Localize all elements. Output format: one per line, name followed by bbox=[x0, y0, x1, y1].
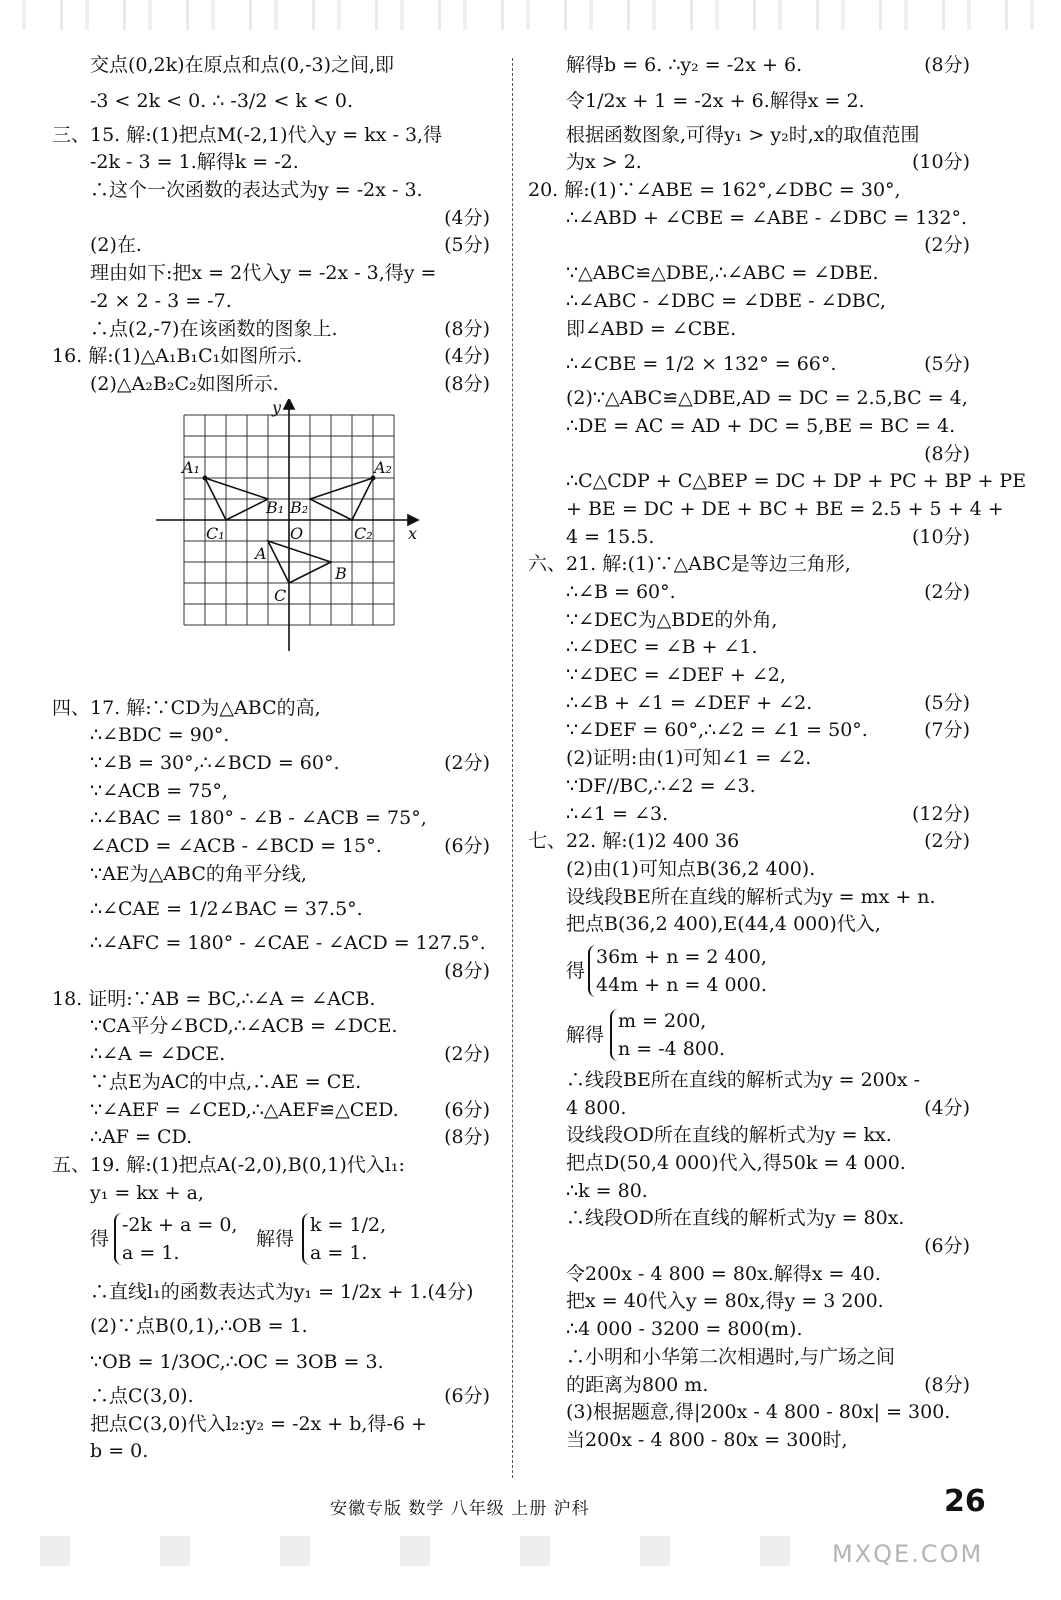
score-label: (5分) bbox=[444, 234, 490, 257]
text-line bbox=[52, 232, 498, 260]
label-b1: B₁ bbox=[266, 497, 285, 517]
label-a1: A₁ bbox=[182, 457, 200, 477]
text-line bbox=[52, 1383, 498, 1411]
line-text: 4 = 15.5. bbox=[566, 525, 655, 548]
line-text: b = 0. bbox=[90, 1440, 149, 1463]
text-line bbox=[52, 1013, 498, 1041]
line-text: ∠ACD = ∠ACB - ∠BCD = 15°. bbox=[90, 835, 382, 857]
line-text: + BE = DC + DE + BC + BE = 2.5 + 5 + 4 + bbox=[566, 497, 1004, 520]
label-c2: C₂ bbox=[354, 523, 373, 543]
line-text: ∴线段OD所在直线的解析式为y = 80x. bbox=[566, 1207, 905, 1230]
line-text: ∴点(2,-7)在该函数的图象上. bbox=[90, 317, 338, 340]
text-line bbox=[528, 1316, 978, 1344]
line-text: 令1/2x + 1 = -2x + 6.解得x = 2. bbox=[566, 89, 865, 112]
text-line bbox=[52, 1341, 498, 1383]
score-label: (8分) bbox=[924, 442, 970, 465]
text-line bbox=[52, 1411, 498, 1439]
score-label: (6分) bbox=[444, 1098, 490, 1121]
text-line bbox=[528, 773, 978, 801]
score-label: (4分) bbox=[444, 345, 490, 368]
score-label: (5分) bbox=[924, 353, 970, 376]
equation-system-19: 得 -2k + a = 0, a = 1. 解得 k = 1/2, a = 1. bbox=[90, 1214, 387, 1265]
text-line bbox=[52, 1438, 498, 1466]
text-line bbox=[528, 828, 978, 856]
line-text: 为x > 2. bbox=[566, 151, 642, 174]
text-line bbox=[528, 551, 978, 579]
text-line bbox=[52, 986, 498, 1014]
line-text: ∴小明和小华第二次相遇时,与广场之间 bbox=[566, 1345, 896, 1368]
line-text: ∵CA平分∠BCD,∴∠ACB = ∠DCE. bbox=[90, 1015, 398, 1038]
text-line bbox=[528, 496, 1004, 524]
equation-system-22b: 解得 m = 200, n = -4 800. bbox=[566, 1009, 726, 1060]
text-line bbox=[528, 205, 978, 233]
line-text: ∴∠CAE = 1/2∠BAC = 37.5°. bbox=[90, 898, 363, 921]
text-line bbox=[528, 468, 1027, 496]
text-line bbox=[528, 149, 978, 177]
text-line bbox=[528, 717, 978, 745]
line-text: 解得b = 6. ∴y₂ = -2x + 6. bbox=[566, 54, 803, 76]
text-line bbox=[528, 662, 978, 690]
line-text: ∵点E为AC的中点,∴AE = CE. bbox=[90, 1070, 362, 1093]
text-line bbox=[52, 52, 498, 80]
text-line bbox=[528, 122, 978, 150]
line-text: ∵∠DEF = 60°,∴∠2 = ∠1 = 50°. bbox=[566, 719, 868, 742]
text-line bbox=[528, 413, 978, 441]
top-decoration bbox=[0, 0, 1061, 30]
text-line bbox=[52, 1271, 498, 1313]
text-line bbox=[528, 607, 978, 635]
line-text: -3 < 2k < 0. ∴ -3/2 < k < 0. bbox=[90, 89, 354, 112]
score-label: (4分) bbox=[924, 1096, 970, 1119]
line-text: 把点B(36,2 400),E(44,4 000)代入, bbox=[566, 913, 881, 936]
page-number: 26 bbox=[944, 1484, 986, 1519]
line-text: ∵∠DEC为△BDE的外角, bbox=[566, 608, 778, 631]
line-text: ∴k = 80. bbox=[566, 1179, 648, 1202]
line-text: (3)根据题意,得|200x - 4 800 - 80x| = 300. bbox=[566, 1401, 951, 1424]
page-footer bbox=[0, 1484, 1061, 1528]
text-line bbox=[528, 343, 978, 385]
line-text: ∵∠DEC = ∠DEF + ∠2, bbox=[566, 664, 786, 687]
line-text: 七、22. 解:(1)2 400 36 bbox=[528, 830, 740, 853]
line-text: ∴线段BE所在直线的解析式为y = 200x - bbox=[566, 1068, 921, 1091]
text-line bbox=[52, 177, 498, 205]
text-line bbox=[52, 958, 498, 986]
text-line bbox=[52, 316, 498, 344]
line-text: ∴∠BDC = 90°. bbox=[90, 724, 230, 747]
line-text: ∴这个一次函数的表达式为y = -2x - 3. bbox=[90, 179, 423, 202]
text-line bbox=[528, 316, 978, 344]
text-line bbox=[528, 80, 978, 122]
label-a2: A₂ bbox=[374, 457, 392, 477]
line-text: ∵DF//BC,∴∠2 = ∠3. bbox=[566, 774, 756, 797]
line-text: ∴∠B + ∠1 = ∠DEF + ∠2. bbox=[566, 691, 813, 714]
text-line bbox=[52, 1041, 498, 1069]
text-line bbox=[528, 385, 978, 413]
line-text: ∴∠ABC - ∠DBC = ∠DBE - ∠DBC, bbox=[566, 289, 886, 312]
text-line bbox=[52, 1097, 498, 1125]
text-line bbox=[528, 911, 978, 939]
score-label: (2分) bbox=[924, 234, 970, 257]
text-line bbox=[52, 778, 498, 806]
text-line bbox=[528, 1399, 978, 1427]
text-line bbox=[52, 288, 498, 316]
text-line bbox=[52, 1069, 498, 1097]
line-text: 把点D(50,4 000)代入,得50k = 4 000. bbox=[566, 1152, 906, 1174]
label-x-axis: x bbox=[408, 523, 418, 543]
label-b: B bbox=[335, 563, 347, 583]
line-text: ∴DE = AC = AD + DC = 5,BE = BC = 4. bbox=[566, 414, 956, 437]
line-text: ∴∠DEC = ∠B + ∠1. bbox=[566, 636, 758, 659]
line-text: ∴∠CBE = 1/2 × 132° = 66°. bbox=[566, 353, 837, 376]
text-line bbox=[528, 441, 978, 469]
text-line bbox=[528, 1205, 978, 1233]
text-line bbox=[52, 695, 498, 723]
text-line bbox=[528, 1233, 978, 1261]
text-line bbox=[528, 260, 978, 288]
score-label: (8分) bbox=[444, 960, 490, 983]
text-line bbox=[528, 288, 978, 316]
line-text: ∴C△CDP + C△BEP = DC + DP + PC + BP + PE bbox=[566, 470, 1027, 493]
text-line bbox=[52, 833, 498, 861]
text-line bbox=[52, 205, 498, 233]
text-line bbox=[528, 1372, 978, 1400]
score-label: (2分) bbox=[924, 581, 970, 603]
score-label: (12分) bbox=[911, 802, 970, 825]
line-text: ∵∠B = 30°,∴∠BCD = 60°. bbox=[90, 751, 340, 774]
coordinate-grid-figure bbox=[52, 399, 498, 695]
text-line bbox=[52, 343, 498, 371]
score-label: (6分) bbox=[444, 1384, 490, 1407]
bottom-decoration bbox=[0, 1536, 800, 1566]
score-label: (6分) bbox=[924, 1235, 970, 1258]
text-line bbox=[528, 1067, 978, 1095]
text-line bbox=[528, 1261, 978, 1289]
line-text: 把点C(3,0)代入l₂:y₂ = -2x + b,得-6 + bbox=[90, 1412, 427, 1435]
text-line bbox=[52, 122, 498, 150]
line-text: 交点(0,2k)在原点和点(0,-3)之间,即 bbox=[90, 54, 395, 76]
score-label: (8分) bbox=[924, 54, 970, 76]
score-label: (6分) bbox=[444, 835, 490, 857]
line-text: 当200x - 4 800 - 80x = 300时, bbox=[566, 1428, 848, 1451]
line-text: 16. 解:(1)△A₁B₁C₁如图所示. bbox=[52, 345, 303, 368]
text-line bbox=[52, 260, 498, 288]
line-text: (2)证明:由(1)可知∠1 = ∠2. bbox=[566, 747, 812, 770]
line-text: ∴∠B = 60°. bbox=[566, 581, 676, 603]
line-text: ∵AE为△ABC的角平分线, bbox=[90, 862, 307, 885]
text-line bbox=[52, 1313, 498, 1341]
text-line bbox=[528, 856, 978, 884]
text-line bbox=[52, 1152, 498, 1180]
line-text: 即∠ABD = ∠CBE. bbox=[566, 317, 737, 340]
label-c1: C₁ bbox=[206, 523, 225, 543]
text-line bbox=[52, 805, 498, 833]
text-line bbox=[52, 80, 498, 122]
line-text: 理由如下:把x = 2代入y = -2x - 3,得y = bbox=[90, 262, 437, 285]
line-text: 六、21. 解:(1)∵△ABC是等边三角形, bbox=[528, 553, 851, 576]
line-text: 4 800. bbox=[566, 1096, 627, 1119]
text-line bbox=[528, 1344, 978, 1372]
line-text: ∴∠1 = ∠3. bbox=[566, 802, 669, 825]
left-column bbox=[52, 52, 498, 1466]
line-text: ∴∠A = ∠DCE. bbox=[90, 1043, 226, 1066]
score-label: (8分) bbox=[444, 317, 490, 340]
text-line bbox=[52, 149, 498, 177]
line-text: -2 × 2 - 3 = -7. bbox=[90, 289, 232, 312]
label-b2: B₂ bbox=[290, 497, 309, 517]
label-y-axis: y bbox=[272, 398, 282, 417]
line-text: ∴AF = CD. bbox=[90, 1126, 193, 1149]
line-text: ∴∠ABD + ∠CBE = ∠ABE - ∠DBC = 132°. bbox=[566, 206, 967, 229]
text-line bbox=[52, 930, 498, 958]
line-text: 18. 证明:∵AB = BC,∴∠A = ∠ACB. bbox=[52, 987, 376, 1010]
text-line bbox=[528, 524, 978, 552]
text-line bbox=[528, 1095, 978, 1123]
footer-text: 安徽专版 数学 八年级 上册 沪科 bbox=[330, 1499, 590, 1519]
score-label: (2分) bbox=[924, 830, 970, 853]
label-a: A bbox=[255, 543, 267, 563]
line-text: 五、19. 解:(1)把点A(-2,0),B(0,1)代入l₁: bbox=[52, 1153, 405, 1176]
equation-system-22a: 得 36m + n = 2 400, 44m + n = 4 000. bbox=[566, 945, 767, 996]
text-line bbox=[528, 579, 978, 607]
line-text: ∴∠AFC = 180° - ∠CAE - ∠ACD = 127.5°. bbox=[90, 932, 486, 955]
score-label: (4分) bbox=[444, 206, 490, 229]
text-line bbox=[52, 1180, 498, 1208]
text-line bbox=[52, 371, 498, 399]
text-line bbox=[528, 1150, 978, 1178]
line-text: ∵∠ACB = 75°, bbox=[90, 779, 228, 802]
column-divider bbox=[512, 58, 513, 1478]
text-line bbox=[528, 1288, 978, 1316]
line-text: (2)△A₂B₂C₂如图所示. bbox=[90, 372, 279, 395]
line-text: 设线段BE所在直线的解析式为y = mx + n. bbox=[566, 885, 936, 908]
score-label: (8分) bbox=[444, 372, 490, 395]
text-line bbox=[528, 1178, 978, 1206]
text-line bbox=[528, 801, 978, 829]
text-line bbox=[52, 1124, 498, 1152]
score-label: (7分) bbox=[924, 719, 970, 742]
right-column bbox=[528, 52, 1027, 1455]
line-text: ∵OB = 1/3OC,∴OC = 3OB = 3. bbox=[90, 1350, 384, 1373]
line-text: 把x = 40代入y = 80x,得y = 3 200. bbox=[566, 1290, 884, 1313]
text-line bbox=[528, 177, 978, 205]
text-line bbox=[52, 888, 498, 930]
text-line bbox=[528, 690, 978, 718]
line-text: ∴直线l₁的函数表达式为y₁ = 1/2x + 1.(4分) bbox=[90, 1281, 474, 1304]
score-label: (8分) bbox=[924, 1373, 970, 1396]
line-text: 20. 解:(1)∵∠ABE = 162°,∠DBC = 30°, bbox=[528, 179, 901, 202]
text-line bbox=[52, 750, 498, 778]
score-label: (10分) bbox=[911, 525, 970, 548]
line-text: (2)∵点B(0,1),∴OB = 1. bbox=[90, 1315, 308, 1338]
text-line bbox=[528, 1122, 978, 1150]
line-text: ∴点C(3,0). bbox=[90, 1384, 194, 1407]
score-label: (8分) bbox=[444, 1126, 490, 1149]
line-text: 四、17. 解:∵CD为△ABC的高, bbox=[52, 696, 321, 719]
text-line bbox=[528, 884, 978, 912]
line-text: ∵△ABC≌△DBE,∴∠ABC = ∠DBE. bbox=[566, 262, 879, 285]
text-line bbox=[528, 745, 978, 773]
line-text: 设线段OD所在直线的解析式为y = kx. bbox=[566, 1124, 892, 1147]
text-line bbox=[528, 1427, 978, 1455]
line-text: -2k - 3 = 1.解得k = -2. bbox=[90, 151, 299, 174]
line-text: 令200x - 4 800 = 80x.解得x = 40. bbox=[566, 1262, 881, 1285]
line-text: (2)由(1)可知点B(36,2 400). bbox=[566, 857, 816, 880]
line-text: ∴4 000 - 3200 = 800(m). bbox=[566, 1318, 803, 1341]
text-line bbox=[52, 861, 498, 889]
line-text: 根据函数图象,可得y₁ > y₂时,x的取值范围 bbox=[566, 123, 920, 146]
line-text: ∴∠BAC = 180° - ∠B - ∠ACB = 75°, bbox=[90, 807, 427, 830]
score-label: (10分) bbox=[911, 151, 970, 174]
line-text: 三、15. 解:(1)把点M(-2,1)代入y = kx - 3,得 bbox=[52, 123, 443, 146]
text-line bbox=[52, 722, 498, 750]
text-line bbox=[528, 52, 978, 80]
watermark: MXQE.COM bbox=[832, 1540, 984, 1568]
text-line bbox=[528, 634, 978, 662]
line-text: (2)在. bbox=[90, 234, 142, 257]
line-text: ∵∠AEF = ∠CED,∴△AEF≌△CED. bbox=[90, 1098, 399, 1121]
score-label: (2分) bbox=[444, 1043, 490, 1066]
score-label: (5分) bbox=[924, 691, 970, 714]
score-label: (2分) bbox=[444, 751, 490, 774]
text-line bbox=[528, 232, 978, 260]
label-origin: O bbox=[290, 523, 304, 543]
label-c: C bbox=[274, 585, 287, 605]
line-text: (2)∵△ABC≌△DBE,AD = DC = 2.5,BC = 4, bbox=[566, 387, 968, 410]
line-text: y₁ = kx + a, bbox=[90, 1181, 204, 1204]
line-text: 的距离为800 m. bbox=[566, 1373, 709, 1396]
